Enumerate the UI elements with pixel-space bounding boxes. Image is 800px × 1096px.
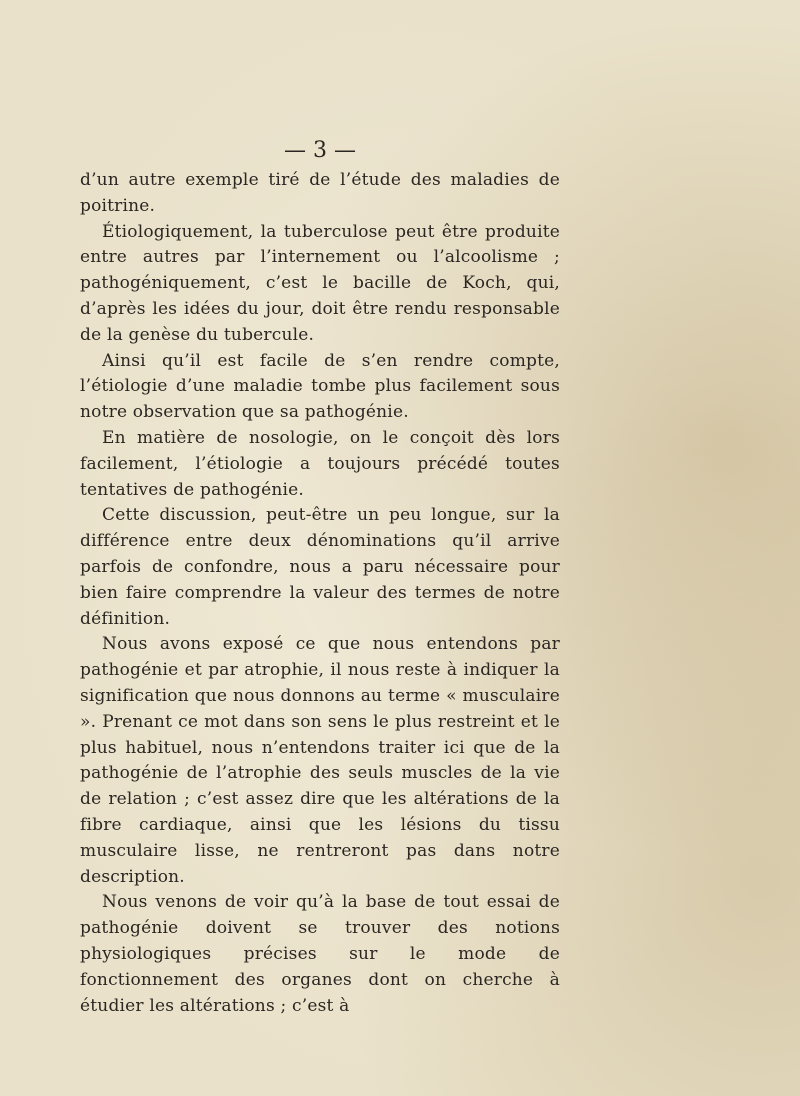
paragraph: En matière de nosologie, on le conçoit dès lors facilement, l’étiologie a toujours précédé toutes tentatives de pathogénie. — [80, 427, 560, 500]
paragraph: Nous avons exposé ce que nous entendons par pathogénie et par atrophie, il nous reste à indiquer la signification que nous donnons au terme « musculaire ». Prenant ce mot dans son sens le plus restreint et le plus habituel, nous n’entendons traiter ici que de la pathogénie de l’atrophie des seuls muscles de la vie de relation ; c’est assez dire que les altérations de la fibre cardiaque, ainsi que les lésions du tissu musculaire lisse, ne rentreront pas dans notre description. — [80, 634, 560, 887]
paragraph: Cette discussion, peut-être un peu longue, sur la différence entre deux dénominations qu’il arrive parfois de confondre, nous a paru nécessaire pour bien faire comprendre la valeur des termes de notre définition. — [80, 505, 560, 629]
body-text — [80, 168, 560, 1019]
page-number: — 3 — — [284, 138, 356, 163]
paragraph: Étiologiquement, la tuberculose peut être produite entre autres par l’internement ou l’alcoolisme ; pathogéniquement, c’est le bacille de Koch, qui, d’après les idées du jour, doit être rendu responsable de la genèse du tubercule. — [80, 221, 560, 345]
paragraph: d’un autre exemple tiré de l’étude des maladies de poitrine. — [80, 170, 560, 216]
paragraph: Ainsi qu’il est facile de s’en rendre compte, l’étiologie d’une maladie tombe plus facilement sous notre observation que sa pathogénie. — [80, 350, 560, 423]
paragraph: Nous venons de voir qu’à la base de tout essai de pathogénie doivent se trouver des notions physiologiques précises sur le mode de fonctionnement des organes dont on cherche à étudier les altérations ; c’est à — [80, 892, 560, 1016]
